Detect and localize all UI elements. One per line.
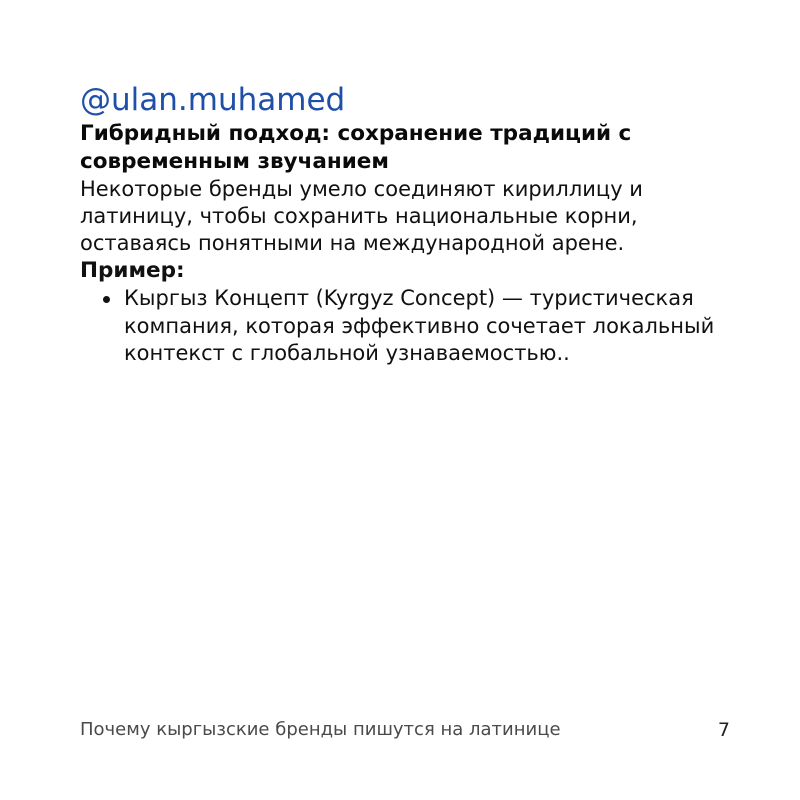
footer-title: Почему кыргызские бренды пишутся на латинице [80,719,561,740]
list-item-text: Кыргыз Концепт (Kyrgyz Concept) — туристическая компания, которая эффективно сочетает локальный контекст с глобальной узнаваемостью.. [124,286,715,365]
example-list [80,285,730,368]
author-handle: @ulan.muhamed [80,82,346,118]
example-label: Пример: [80,258,185,283]
section-paragraph: Некоторые бренды умело соединяют кириллицу и латиницу, чтобы сохранить национальные корни, оставаясь понятными на международной арене. [80,177,643,255]
section-heading: Гибридный подход: сохранение традиций с современным звучанием [80,121,632,174]
page-number: 7 [717,719,730,741]
list-item [80,285,730,368]
bullet-icon [103,296,110,303]
slide-content [80,120,730,368]
